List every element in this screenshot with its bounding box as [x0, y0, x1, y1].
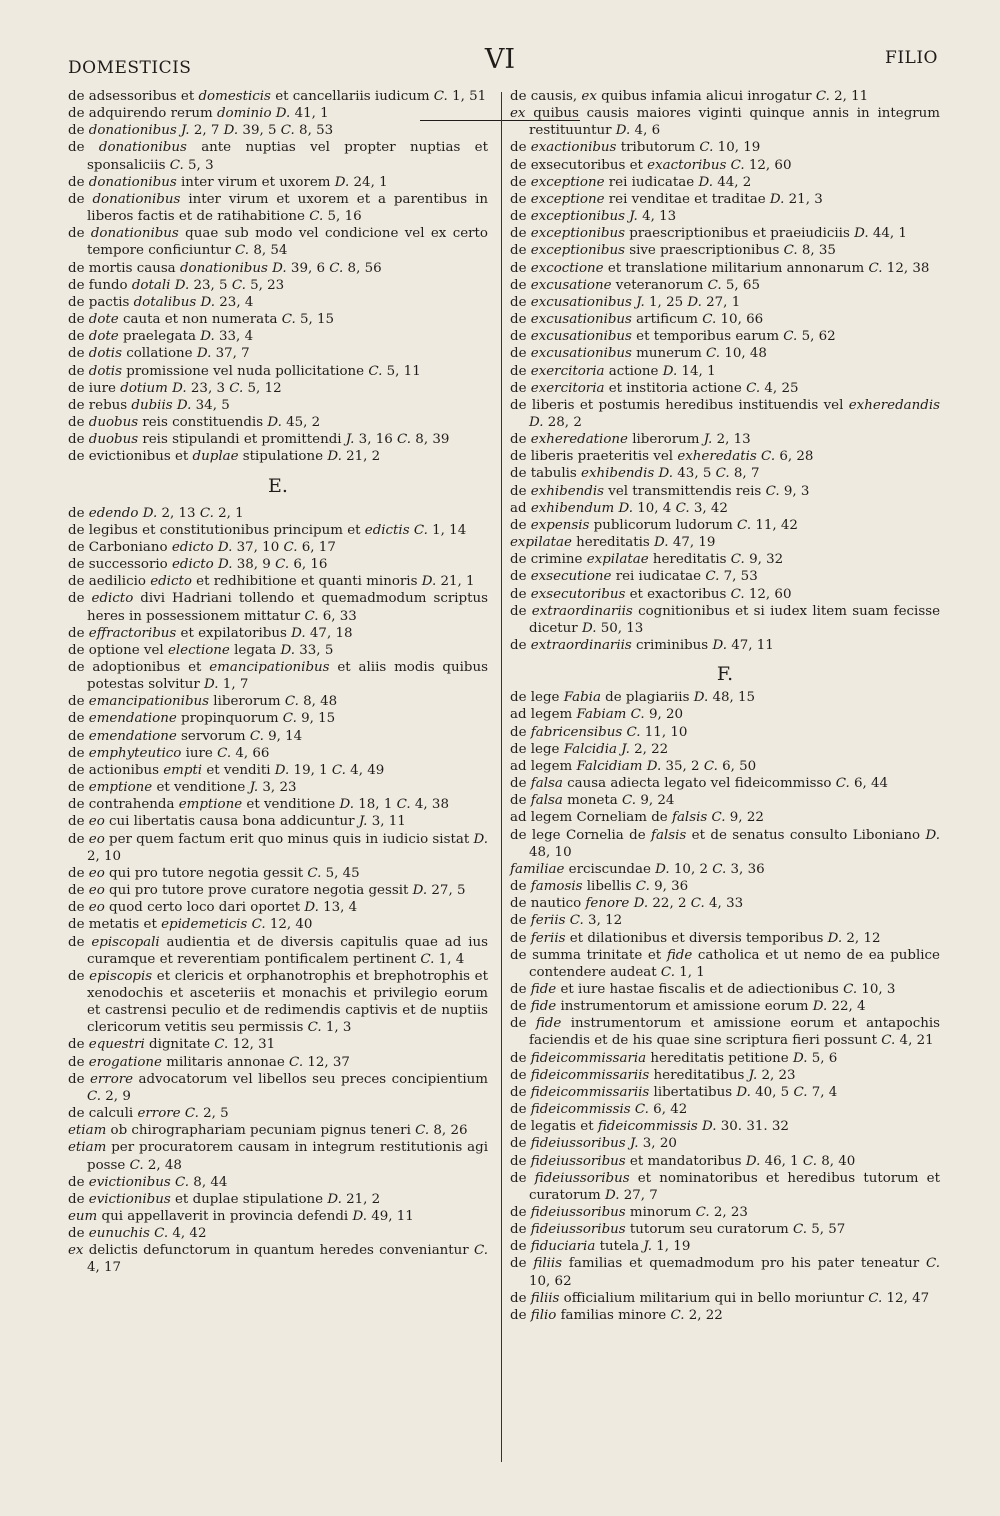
index-entry: de filiis officialium militarium qui in bello moriuntur C. 12, 47 — [510, 1290, 930, 1306]
index-entry: de episcopali audientia et de diversis capitulis quae ad ius curamque et reverentiam pontificalem pertinent C. 1, 4 — [68, 934, 488, 967]
index-entry: de fideiussoribus et mandatoribus D. 46, 1 C. 8, 40 — [510, 1153, 856, 1169]
index-entry: ad legem Fabiam C. 9, 20 — [510, 707, 684, 723]
index-entry: de adoptionibus et emancipationibus et aliis modis quibus potestas solvitur D. 1, 7 — [68, 660, 488, 693]
index-entry: de emendatione propinquorum C. 9, 15 — [68, 711, 336, 727]
index-entry: de metatis et epidemeticis C. 12, 40 — [68, 917, 313, 933]
index-entry: de contrahenda emptione et venditione D. 18, 1 C. 4, 38 — [68, 797, 449, 813]
index-entry: de exsecutoribus et exactoribus C. 12, 60 — [510, 157, 792, 173]
index-entry: de expensis publicorum ludorum C. 11, 42 — [510, 517, 798, 533]
index-entry: de donationibus J. 2, 7 D. 39, 5 C. 8, 53 — [68, 123, 334, 139]
index-entry: de emphyteutico iure C. 4, 66 — [68, 745, 270, 761]
index-entry: de exactionibus tributorum C. 10, 19 — [510, 140, 761, 156]
index-entry: ad legem Corneliam de falsis C. 9, 22 — [510, 810, 764, 826]
index-entry: de emancipationibus liberorum C. 8, 48 — [68, 694, 338, 710]
index-entry: de legibus et constitutionibus principum et edictis C. 1, 14 — [68, 522, 467, 538]
index-entry: de summa trinitate et fide catholica et ut nemo de ea publice contendere audeat C. 1, 1 — [510, 947, 940, 980]
index-entry: ex quibus causis maiores viginti quinque annis in integrum restituuntur D. 4, 6 — [510, 106, 940, 139]
index-entry: de exceptionibus J. 4, 13 — [510, 209, 677, 225]
index-entry: de evictionibus et duplae stipulatione D. 21, 2 — [68, 1191, 381, 1207]
index-entry: de errore advocatorum vel libellos seu preces concipientium C. 2, 9 — [68, 1071, 488, 1104]
index-entry: de tabulis exhibendis D. 43, 5 C. 8, 7 — [510, 466, 760, 482]
index-entry: de fabricensibus C. 11, 10 — [510, 724, 688, 740]
index-entry: de lege Fabia de plagiariis D. 48, 15 — [510, 690, 756, 706]
index-entry: de nautico fenore D. 22, 2 C. 4, 33 — [510, 896, 744, 912]
index-entry: ad legem Falcidiam D. 35, 2 C. 6, 50 — [510, 758, 757, 774]
index-entry: de episcopis et clericis et orphanotrophis et brephotrophis et xenodochis et asceteriis et monachis et privilegio eorum et castrensi peculio et de redimendis captivis et de nuptiis clericorum vetitis seu permissis C. 1, 3 — [68, 968, 488, 1036]
section-letter: E. — [268, 475, 288, 498]
index-entry: de eo per quem factum erit quo minus quis in iudicio sistat D. 2, 10 — [68, 831, 488, 864]
running-header — [0, 44, 1000, 84]
index-entry: de falsa causa adiecta legato vel fideicommisso C. 6, 44 — [510, 776, 889, 792]
index-entry: de feriis et dilationibus et diversis temporibus D. 2, 12 — [510, 930, 881, 946]
index-entry: de fideiussoribus et nominatoribus et heredibus tutorum et curatorum D. 27, 7 — [510, 1170, 940, 1203]
index-entry: de legatis et fideicommissis D. 30. 31. 32 — [510, 1119, 789, 1135]
index-entry: etiam per procuratorem causam in integrum restitutionis agi posse C. 2, 48 — [68, 1140, 488, 1173]
index-entry: de exsecutione rei iudicatae C. 7, 53 — [510, 569, 758, 585]
index-entry: de erogatione militaris annonae C. 12, 37 — [68, 1054, 350, 1070]
index-entry: de crimine expilatae hereditatis C. 9, 32 — [510, 552, 784, 568]
index-entry: de donationibus ante nuptias vel propter nuptias et sponsaliciis C. 5, 3 — [68, 140, 488, 173]
index-entry: familiae erciscundae D. 10, 2 C. 3, 36 — [510, 861, 765, 877]
index-entry: de famosis libellis C. 9, 36 — [510, 879, 689, 895]
header-right-catchword: FILIO — [885, 48, 938, 68]
index-entry: de rebus dubiis D. 34, 5 — [68, 397, 230, 413]
index-entry: de pactis dotalibus D. 23, 4 — [68, 294, 254, 310]
index-entry: de dotis promissione vel nuda pollicitatione C. 5, 11 — [68, 363, 421, 379]
index-entry: ex delictis defunctorum in quantum heredes conveniantur C. 4, 17 — [68, 1243, 488, 1276]
index-entry: de edendo D. 2, 13 C. 2, 1 — [68, 505, 244, 521]
index-entry: de eo qui pro tutore negotia gessit C. 5, 45 — [68, 865, 360, 881]
index-entry: de donationibus quae sub modo vel condicione vel ex certo tempore conficiuntur C. 8, 54 — [68, 226, 488, 259]
index-entry: de fideicommissariis hereditatibus J. 2, 23 — [510, 1067, 796, 1083]
index-entry: de fideicommissaria hereditatis petitione D. 5, 6 — [510, 1050, 838, 1066]
index-entry: de adquirendo rerum dominio D. 41, 1 — [68, 106, 329, 122]
index-entry: de exceptionibus praescriptionibus et praeiudiciis D. 44, 1 — [510, 226, 907, 242]
index-entry: de exsecutoribus et exactoribus C. 12, 60 — [510, 586, 792, 602]
index-entry: de fundo dotali D. 23, 5 C. 5, 23 — [68, 277, 285, 293]
index-entry: de duobus reis constituendis D. 45, 2 — [68, 414, 321, 430]
column-separator — [501, 92, 502, 1462]
index-entry: de dote praelegata D. 33, 4 — [68, 329, 254, 345]
index-entry: de excusationibus et temporibus earum C. 5, 62 — [510, 329, 836, 345]
index-entry: de exercitoria actione D. 14, 1 — [510, 363, 716, 379]
index-entry: de filio familias minore C. 2, 22 — [510, 1307, 723, 1323]
index-entry: de actionibus empti et venditi D. 19, 1 C. 4, 49 — [68, 762, 385, 778]
index-entry: de fideiussoribus J. 3, 20 — [510, 1136, 677, 1152]
index-entry: de eunuchis C. 4, 42 — [68, 1226, 207, 1242]
index-entry: de exceptione rei iudicatae D. 44, 2 — [510, 174, 752, 190]
index-entry: de fiduciaria tutela J. 1, 19 — [510, 1239, 691, 1255]
index-entry: de exheredatione liberorum J. 2, 13 — [510, 432, 751, 448]
index-entry: de fideiussoribus tutorum seu curatorum C. 5, 57 — [510, 1222, 846, 1238]
index-entry: de edicto divi Hadriani tollendo et quemadmodum scriptus heres in possessionem mittatur C. 6, 33 — [68, 591, 488, 624]
page-number: VI — [484, 44, 516, 75]
index-entry: de excusationibus artificum C. 10, 66 — [510, 312, 764, 328]
index-entry: de eo quod certo loco dari oportet D. 13, 4 — [68, 900, 358, 916]
index-entry: de fide instrumentorum et amissione eorum et antapochis faciendis et de his quae sine scriptura fieri possunt C. 4, 21 — [510, 1016, 940, 1049]
index-entry: de calculi errore C. 2, 5 — [68, 1106, 229, 1122]
index-entry: de evictionibus C. 8, 44 — [68, 1174, 228, 1190]
index-entry: de liberis praeteritis vel exheredatis C. 6, 28 — [510, 449, 814, 465]
index-entry: de emendatione servorum C. 9, 14 — [68, 728, 303, 744]
index-entry: de excoctione et translatione militarium annonarum C. 12, 38 — [510, 260, 930, 276]
index-entry: de adsessoribus et domesticis et cancellariis iudicum C. 1, 51 — [68, 89, 487, 104]
index-entry: de donationibus inter virum et uxorem et a parentibus in liberos factis et de ratihabitione C. 5, 16 — [68, 191, 488, 225]
index-column-right — [510, 88, 940, 1324]
index-entry: de aedilicio edicto et redhibitione et quanti minoris D. 21, 1 — [68, 574, 475, 590]
index-entry: de fide et iure hastae fiscalis et de adiectionibus C. 10, 3 — [510, 981, 896, 997]
header-left-catchword: DOMESTICIS — [68, 58, 192, 78]
index-entry: de lege Falcidia J. 2, 22 — [510, 741, 669, 757]
index-entry: de excusationibus munerum C. 10, 48 — [510, 346, 767, 362]
index-entry: de effractoribus et expilatoribus D. 47, 18 — [68, 625, 353, 641]
index-entry: de evictionibus et duplae stipulatione D. 21, 2 — [68, 449, 381, 465]
index-entry: de equestri dignitate C. 12, 31 — [68, 1037, 276, 1053]
index-entry: de feriis C. 3, 12 — [510, 913, 623, 929]
index-entry: de eo qui pro tutore prove curatore negotia gessit D. 27, 5 — [68, 883, 466, 899]
section-letter: F. — [716, 663, 734, 686]
index-entry: de successorio edicto D. 38, 9 C. 6, 16 — [68, 557, 328, 573]
index-entry: de dotis collatione D. 37, 7 — [68, 346, 250, 362]
index-entry: de falsa moneta C. 9, 24 — [510, 793, 675, 809]
index-entry: de fideicommissis C. 6, 42 — [510, 1102, 688, 1118]
index-entry: ad exhibendum D. 10, 4 C. 3, 42 — [510, 500, 728, 516]
index-entry: de exceptionibus sive praescriptionibus C. 8, 35 — [510, 243, 836, 259]
index-entry: de Carboniano edicto D. 37, 10 C. 6, 17 — [68, 539, 336, 555]
index-entry: de fide instrumentorum et amissione eorum D. 22, 4 — [510, 999, 866, 1015]
index-entry: eum qui appellaverit in provincia defendi D. 49, 11 — [68, 1209, 414, 1224]
index-entry: de fideicommissariis libertatibus D. 40, 5 C. 7, 4 — [510, 1084, 838, 1100]
index-entry: expilatae hereditatis D. 47, 19 — [510, 535, 716, 551]
index-entry: de exercitoria et institoria actione C. 4, 25 — [510, 380, 799, 396]
index-entry: de excusatione veteranorum C. 5, 65 — [510, 277, 760, 293]
index-entry: de iure dotium D. 23, 3 C. 5, 12 — [68, 380, 282, 396]
index-entry: de extraordinariis cognitionibus et si iudex litem suam fecisse dicetur D. 50, 13 — [510, 603, 940, 636]
index-entry: de duobus reis stipulandi et promittendi J. 3, 16 C. 8, 39 — [68, 432, 450, 448]
index-entry: de emptione et venditione J. 3, 23 — [68, 780, 297, 796]
index-entry: de filiis familias et quemadmodum pro his pater teneatur C. 10, 62 — [510, 1256, 940, 1289]
index-entry: etiam ob chirographariam pecuniam pignus teneri C. 8, 26 — [68, 1123, 468, 1139]
index-entry: de optione vel electione legata D. 33, 5 — [68, 642, 334, 658]
index-entry: de lege Cornelia de falsis et de senatus consulto Liboniano D. 48, 10 — [510, 827, 940, 860]
index-entry: de mortis causa donationibus D. 39, 6 C. 8, 56 — [68, 260, 382, 276]
index-column-left — [68, 88, 488, 1277]
index-entry: de causis, ex quibus infamia alicui inrogatur C. 2, 11 — [510, 89, 869, 104]
index-entry: de liberis et postumis heredibus instituendis vel exheredandis D. 28, 2 — [510, 397, 940, 430]
index-entry: de exceptione rei venditae et traditae D. 21, 3 — [510, 191, 823, 207]
index-entry: de dote cauta et non numerata C. 5, 15 — [68, 312, 335, 328]
index-entry: de donationibus inter virum et uxorem D. 24, 1 — [68, 174, 388, 190]
index-entry: de fideiussoribus minorum C. 2, 23 — [510, 1205, 748, 1220]
index-entry: de exhibendis vel transmittendis reis C. 9, 3 — [510, 483, 810, 499]
index-entry: de eo cui libertatis causa bona addicuntur J. 3, 11 — [68, 814, 406, 830]
index-entry: de extraordinariis criminibus D. 47, 11 — [510, 638, 774, 653]
index-entry: de excusationibus J. 1, 25 D. 27, 1 — [510, 294, 741, 310]
